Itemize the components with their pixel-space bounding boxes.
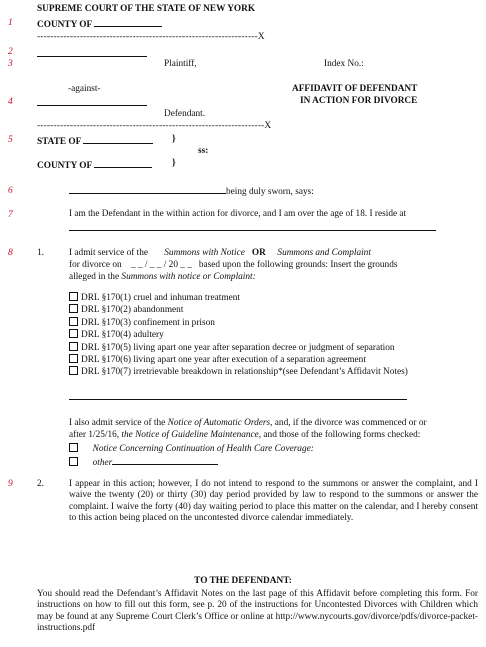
state-of-label: STATE OF [37, 134, 153, 148]
line-number-5: 5 [8, 135, 13, 145]
line-number-3: 3 [8, 59, 13, 69]
item-1-date-line: for divorce on _ _ / _ _ / 20 _ _ based upon the following grounds: Insert the grounds [69, 260, 398, 270]
checkbox[interactable] [69, 329, 78, 338]
ss-label: ss: [198, 146, 209, 156]
other-form-blank [112, 455, 218, 465]
residence-statement: I am the Defendant in the within action for divorce, and I am over the age of 18. I reside at [69, 209, 407, 219]
checkbox[interactable] [69, 443, 78, 452]
affiant-name-line: being duly sworn, says: [69, 184, 314, 198]
item-2-number: 2. [37, 479, 44, 489]
caption-county-blank [94, 17, 162, 27]
line-number-2: 2 [8, 47, 13, 57]
item-2-text: I appear in this action; however, I do not intend to respond to the summons or answer the complaint, and I waive the twenty (20) or thirty (30) day period provided by law to respond to the summons or answer the complaint. I waive the forty (40) day waiting period to place this matter on the calendar, and I hereby consent to this action being placed on the uncontested divorce calendar immediately. [69, 479, 478, 523]
defendant-label: Defendant. [164, 109, 206, 119]
auto-orders-line-2: after 1/25/16, the Notice of Guideline Maintenance, and those of the following forms checked: [69, 430, 421, 440]
ground-option-2[interactable]: DRL §170(2) abandonment [69, 304, 408, 316]
ground-option-4[interactable]: DRL §170(4) adultery [69, 329, 408, 341]
item-1-alleged-line: alleged in the Summons with notice or Complaint: [69, 272, 256, 282]
checkbox[interactable] [69, 342, 78, 351]
ground-option-7[interactable]: DRL §170(7) irretrievable breakdown in relationship*(see Defendant’s Affidavit Notes) [69, 366, 408, 378]
ground-option-6[interactable]: DRL §170(6) living apart one year after execution of a separation agreement [69, 354, 408, 366]
plaintiff-label: Plaintiff, [164, 59, 197, 69]
checkbox[interactable] [69, 457, 78, 466]
form-option-other[interactable]: other [69, 455, 218, 469]
line-number-7: 7 [8, 210, 13, 220]
affiant-name-blank [69, 184, 226, 194]
document-title-line2: IN ACTION FOR DIVORCE [300, 96, 418, 106]
checkbox[interactable] [69, 317, 78, 326]
grounds-other-blank [69, 390, 407, 404]
grounds-checklist [69, 292, 408, 379]
ground-option-5[interactable]: DRL §170(5) living apart one year after separation decree or judgment of separation [69, 342, 408, 354]
line-number-4: 4 [8, 97, 13, 107]
plaintiff-blank [37, 47, 147, 61]
document-title-line1: AFFIDAVIT OF DEFENDANT [292, 84, 418, 94]
caption-divider-bottom: ---------------------------------------------------------------------X [37, 121, 272, 131]
divorce-date-blank: _ _ / _ _ / 20 _ _ [130, 260, 192, 270]
checkbox[interactable] [69, 366, 78, 375]
defendant-notice-heading: TO THE DEFENDANT: [194, 576, 292, 586]
item-1-service-line: I admit service of the Summons with Notice OR Summons and Complaint [69, 248, 371, 258]
venue-brace-2: } [172, 158, 176, 168]
line-number-8: 8 [8, 248, 13, 258]
county-of-label: COUNTY OF [37, 158, 152, 172]
ground-option-1[interactable]: DRL §170(1) cruel and inhuman treatment [69, 292, 408, 304]
auto-orders-line-1: I also admit service of the Notice of Automatic Orders, and, if the divorce was commenced or or [69, 418, 427, 428]
checkbox[interactable] [69, 354, 78, 363]
line-number-9: 9 [8, 479, 13, 489]
index-number-label: Index No.: [324, 59, 364, 69]
against-label: -against- [68, 84, 101, 94]
defendant-notice-text: You should read the Defendant’s Affidavit Notes on the last page of this Affidavit before completing this form. For instructions on how to fill out this form, see p. 20 of the instructions for Uncontested Divorces with Children which may be found at any Supreme Court Clerk’s Office or online at http://www.nycourts.gov/divorce/pdfs/divorce-packet-instructions.pdf [37, 589, 478, 633]
form-option-health-care[interactable]: Notice Concerning Continuation of Health Care Coverage: [69, 443, 314, 455]
venue-brace-1: } [172, 134, 176, 144]
ground-option-3[interactable]: DRL §170(3) confinement in prison [69, 317, 408, 329]
item-1-number: 1. [37, 248, 44, 258]
line-number-1: 1 [8, 18, 13, 28]
checkbox[interactable] [69, 292, 78, 301]
line-number-6: 6 [8, 186, 13, 196]
caption-county-label: COUNTY OF [37, 17, 162, 31]
court-name: SUPREME COURT OF THE STATE OF NEW YORK [37, 4, 256, 14]
checkbox[interactable] [69, 304, 78, 313]
defendant-blank [37, 96, 147, 110]
residence-address-blank [69, 221, 436, 235]
caption-divider: -------------------------------------------------------------------X [37, 32, 265, 42]
